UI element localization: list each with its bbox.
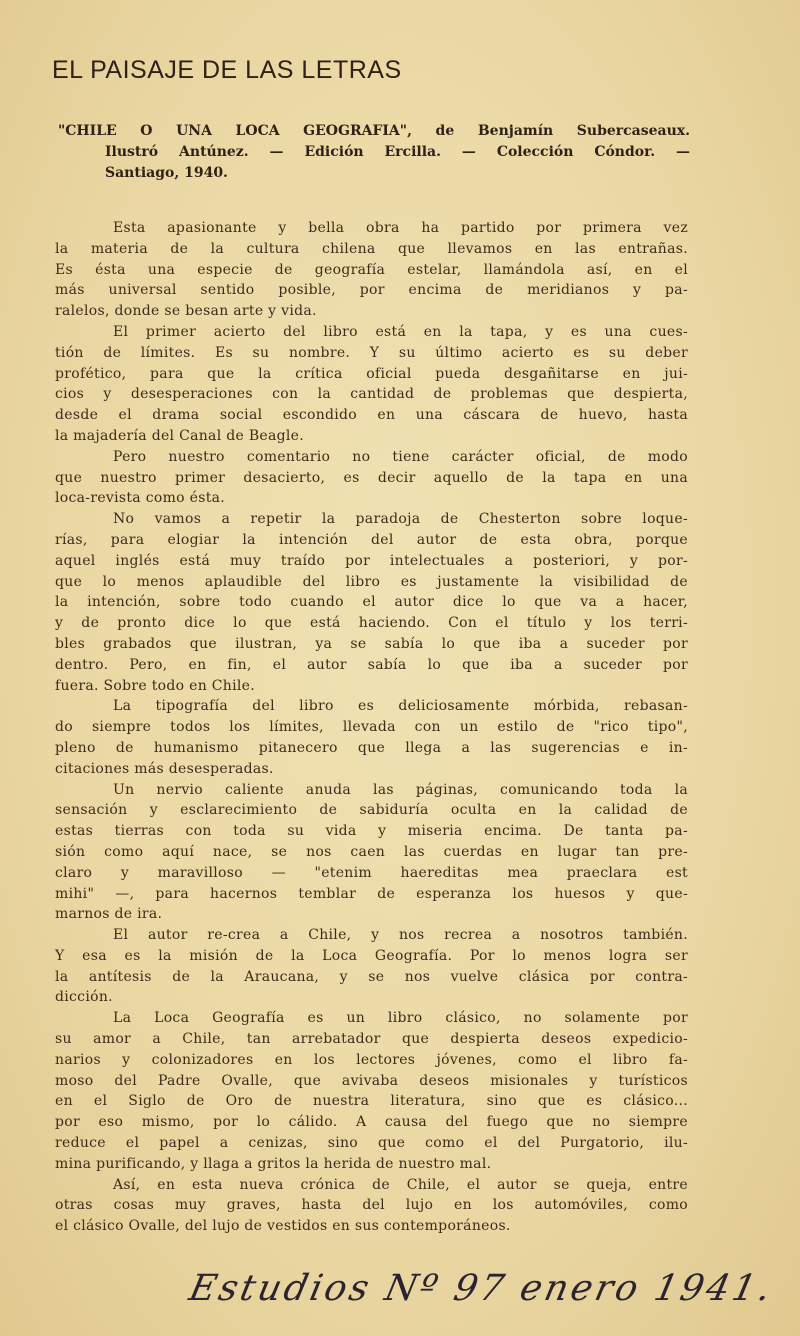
text-line: El primer acierto del libro está en la tapa, y es una cues-	[113, 323, 688, 340]
text-line: el clásico Ovalle, del lujo de vestidos en sus contemporáneos.	[55, 1218, 511, 1235]
text-line: tión de límites. Es su nombre. Y su último acierto es su deber	[55, 344, 688, 361]
text-line: la majadería del Canal de Beagle.	[55, 427, 305, 444]
text-line: El autor re-crea a Chile, y nos recrea a nosotros también.	[113, 927, 688, 944]
text-line: moso del Padre Ovalle, que avivaba deseos misionales y turísticos	[55, 1072, 688, 1089]
text-line: mina purificando, y llaga a gritos la herida de nuestro mal.	[55, 1155, 492, 1172]
paragraph	[55, 696, 688, 779]
article-body	[55, 218, 688, 1237]
text-line: bles grabados que ilustran, ya se sabía lo que iba a suceder por	[55, 635, 688, 652]
text-line: estas tierras con toda su vida y miseria encima. De tanta pa-	[55, 823, 688, 840]
text-line: claro y maravilloso — "etenim haereditas mea praeclara est	[55, 864, 688, 881]
text-line: y de pronto dice lo que está haciendo. Con el título y los terri-	[55, 615, 688, 632]
text-line: fuera. Sobre todo en Chile.	[55, 677, 255, 694]
text-line: mihi" —, para hacernos temblar de esperanza los huesos y que-	[55, 885, 688, 902]
text-line: más universal sentido posible, por encima de meridianos y pa-	[55, 282, 688, 299]
text-line: aquel inglés está muy traído por intelectuales a posteriori, y por-	[55, 552, 688, 569]
paragraph	[55, 447, 688, 509]
text-line: la antítesis de la Araucana, y se nos vuelve clásica por contra-	[55, 968, 688, 985]
text-line: rías, para elogiar la intención del autor de esta obra, porque	[55, 531, 688, 548]
text-line: marnos de ira.	[55, 906, 163, 923]
text-line: citaciones más desesperadas.	[55, 760, 274, 777]
text-line: ralelos, donde se besan arte y vida.	[55, 303, 317, 320]
text-line: La Loca Geografía es un libro clásico, no solamente por	[113, 1010, 688, 1027]
text-line: sión como aquí nace, se nos caen las cuerdas en lugar tan pre-	[55, 843, 688, 860]
paragraph	[55, 322, 688, 447]
text-line: cios y desesperaciones con la cantidad de problemas que despierta,	[55, 386, 688, 403]
text-line: narios y colonizadores en los lectores jóvenes, como el libro fa-	[55, 1051, 688, 1068]
text-line: dentro. Pero, en fin, el autor sabía lo que iba a suceder por	[55, 656, 688, 673]
biblio-line: "CHILE O UNA LOCA GEOGRAFIA", de Benjamín Subercaseaux.	[58, 123, 690, 139]
text-line: Y esa es la misión de la Loca Geografía. Por lo menos logra ser	[55, 947, 688, 964]
text-line: loca-revista como ésta.	[55, 490, 226, 507]
biblio-line: Ilustró Antúnez. — Edición Ercilla. — Colección Cóndor. —	[105, 144, 690, 160]
paragraph	[55, 509, 688, 696]
text-line: Así, en esta nueva crónica de Chile, el autor se queja, entre	[113, 1176, 688, 1193]
text-line: sensación y esclarecimiento de sabiduría oculta en la calidad de	[55, 802, 688, 819]
text-line: reduce el papel a cenizas, sino que como el del Purgatorio, ilu-	[55, 1135, 688, 1152]
text-line: pleno de humanismo pitanecero que llega a las sugerencias e in-	[55, 739, 688, 756]
text-line: que nuestro primer desacierto, es decir aquello de la tapa en una	[55, 469, 688, 486]
text-line: su amor a Chile, tan arrebatador que despierta deseos expedicio-	[55, 1031, 688, 1048]
text-line: en el Siglo de Oro de nuestra literatura, sino que es clásico...	[55, 1093, 688, 1110]
paragraph	[55, 780, 688, 926]
text-line: Es ésta una especie de geografía estelar, llamándola así, en el	[55, 261, 688, 278]
biblio-line: Santiago, 1940.	[105, 165, 228, 181]
paragraph	[55, 1175, 688, 1237]
text-line: la materia de la cultura chilena que llevamos en las entrañas.	[55, 240, 688, 257]
paragraph	[55, 218, 688, 322]
text-line: la intención, sobre todo cuando el autor dice lo que va a hacer,	[55, 594, 688, 611]
text-line: profético, para que la crítica oficial pueda desgañitarse en jui-	[55, 365, 688, 382]
text-line: por eso mismo, por lo cálido. A causa del fuego que no siempre	[55, 1114, 688, 1131]
text-line: Un nervio caliente anuda las páginas, comunicando toda la	[113, 781, 688, 798]
text-line: que lo menos aplaudible del libro es justamente la visibilidad de	[55, 573, 688, 590]
text-line: dicción.	[55, 989, 113, 1006]
text-line: do siempre todos los límites, llevada con un estilo de "rico tipo",	[55, 719, 688, 736]
paragraph	[55, 925, 688, 1008]
text-line: Pero nuestro comentario no tiene carácter oficial, de modo	[113, 448, 688, 465]
text-line: Esta apasionante y bella obra ha partido por primera vez	[113, 220, 688, 236]
bibliographic-reference	[58, 121, 690, 184]
paragraph	[55, 1008, 688, 1174]
text-line: No vamos a repetir la paradoja de Chesterton sobre loque-	[113, 511, 688, 528]
text-line: otras cosas muy graves, hasta del lujo en los automóviles, como	[55, 1197, 688, 1214]
section-title: EL PAISAJE DE LAS LETRAS	[52, 56, 402, 84]
text-line: desde el drama social escondido en una cáscara de huevo, hasta	[55, 407, 688, 424]
text-line: La tipografía del libro es deliciosamente mórbida, rebasan-	[113, 698, 688, 715]
handwritten-annotation: Estudios Nº 97 enero 1941.	[185, 1268, 778, 1309]
